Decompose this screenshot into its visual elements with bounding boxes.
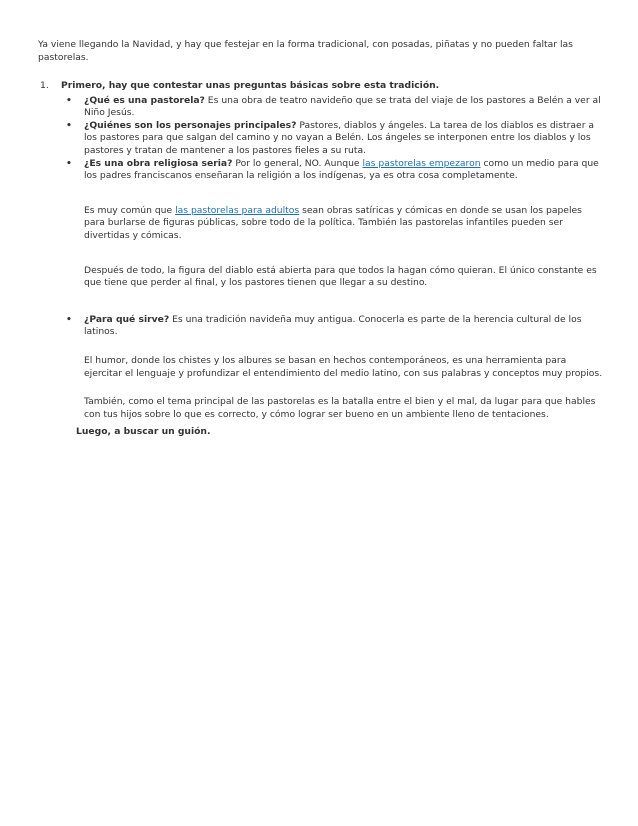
paragraph-text: Es muy común que [84, 204, 176, 216]
question-text: ¿Qué es una pastorela? [84, 94, 205, 106]
bullet-icon: • [66, 119, 72, 131]
list-item-lead: Primero, hay que contestar unas preguntas básicas sobre esta tradición. [61, 80, 440, 91]
question-text: ¿Para qué sirve? [84, 313, 170, 325]
paragraph-humor: El humor, donde los chistes y los albures se basan en hechos contemporáneos, es una herramienta para ejercitar el lenguaje y profundizar el entendimiento del medio latino, con sus palabras y conceptos muy propios. [84, 354, 603, 379]
paragraph-text: sean obras satíricas y cómicas en donde se usan los papeles para burlarse de figuras públicas, sobre todo de la política. También las pastorelas infantiles pueden ser divertidas y cómicas. [84, 204, 582, 241]
question-item-personajes [61, 120, 604, 158]
question-item-pastorela [61, 95, 604, 120]
bullet-icon: • [66, 94, 72, 106]
link-pastorelas-empezaron[interactable]: las pastorelas empezaron [362, 157, 481, 169]
answer-text: Pastores, diablos y ángeles. La tarea de los diablos es distraer a los pastores para que salgan del camino y no vayan a Belén. Los ángeles se interponen entre los diablos y los pastores y tratan de mantener a los pastores fieles a su ruta. [84, 119, 595, 156]
answer-text: como un medio para que los padres franciscanos enseñaran la religión a los indígenas, ya es otra cosa completamente. [84, 157, 599, 182]
answer-text: Es una obra de teatro navideño que se trata del viaje de los pastores a Belén a ver al Niño Jesús. [84, 94, 601, 119]
paragraph-tema: También, como el tema principal de las pastorelas es la batalla entre el bien y el mal, da lugar para que hables con tus hijos sobre lo que es correcto, y cómo lograr ser bueno en un ambiente lleno de tentaciones. [84, 396, 596, 420]
list-item-1 [38, 80, 604, 421]
paragraph-diablo: Después de todo, la figura del diablo está abierta para que todos la hagan cómo quieran. El único constante es que tiene que perder al final, y los pastores tienen que llegar a su destino. [84, 264, 597, 289]
question-item-sirve [61, 314, 604, 422]
answer-text: Es una tradición navideña muy antigua. Conocerla es parte de la herencia cultural de los latinos. [84, 313, 582, 338]
question-text: ¿Quiénes son los personajes principales? [84, 119, 297, 131]
numbered-list [38, 80, 604, 421]
list-number: 1. [40, 80, 49, 91]
closing-line: Luego, a buscar un guión. [76, 426, 211, 437]
bullet-icon: • [66, 157, 72, 169]
question-text: ¿Es una obra religiosa seria? [84, 157, 233, 169]
answer-text: Por lo general, NO. Aunque [232, 157, 363, 169]
bullet-icon: • [66, 313, 72, 325]
intro-paragraph: Ya viene llegando la Navidad, y hay que festejar en la forma tradicional, con posadas, piñatas y no pueden faltar las pastorelas. [38, 39, 573, 63]
question-item-religiosa [61, 158, 604, 290]
link-pastorelas-adultos[interactable]: las pastorelas para adultos [175, 204, 300, 216]
question-list [61, 95, 604, 422]
paragraph-adultos [84, 205, 604, 243]
